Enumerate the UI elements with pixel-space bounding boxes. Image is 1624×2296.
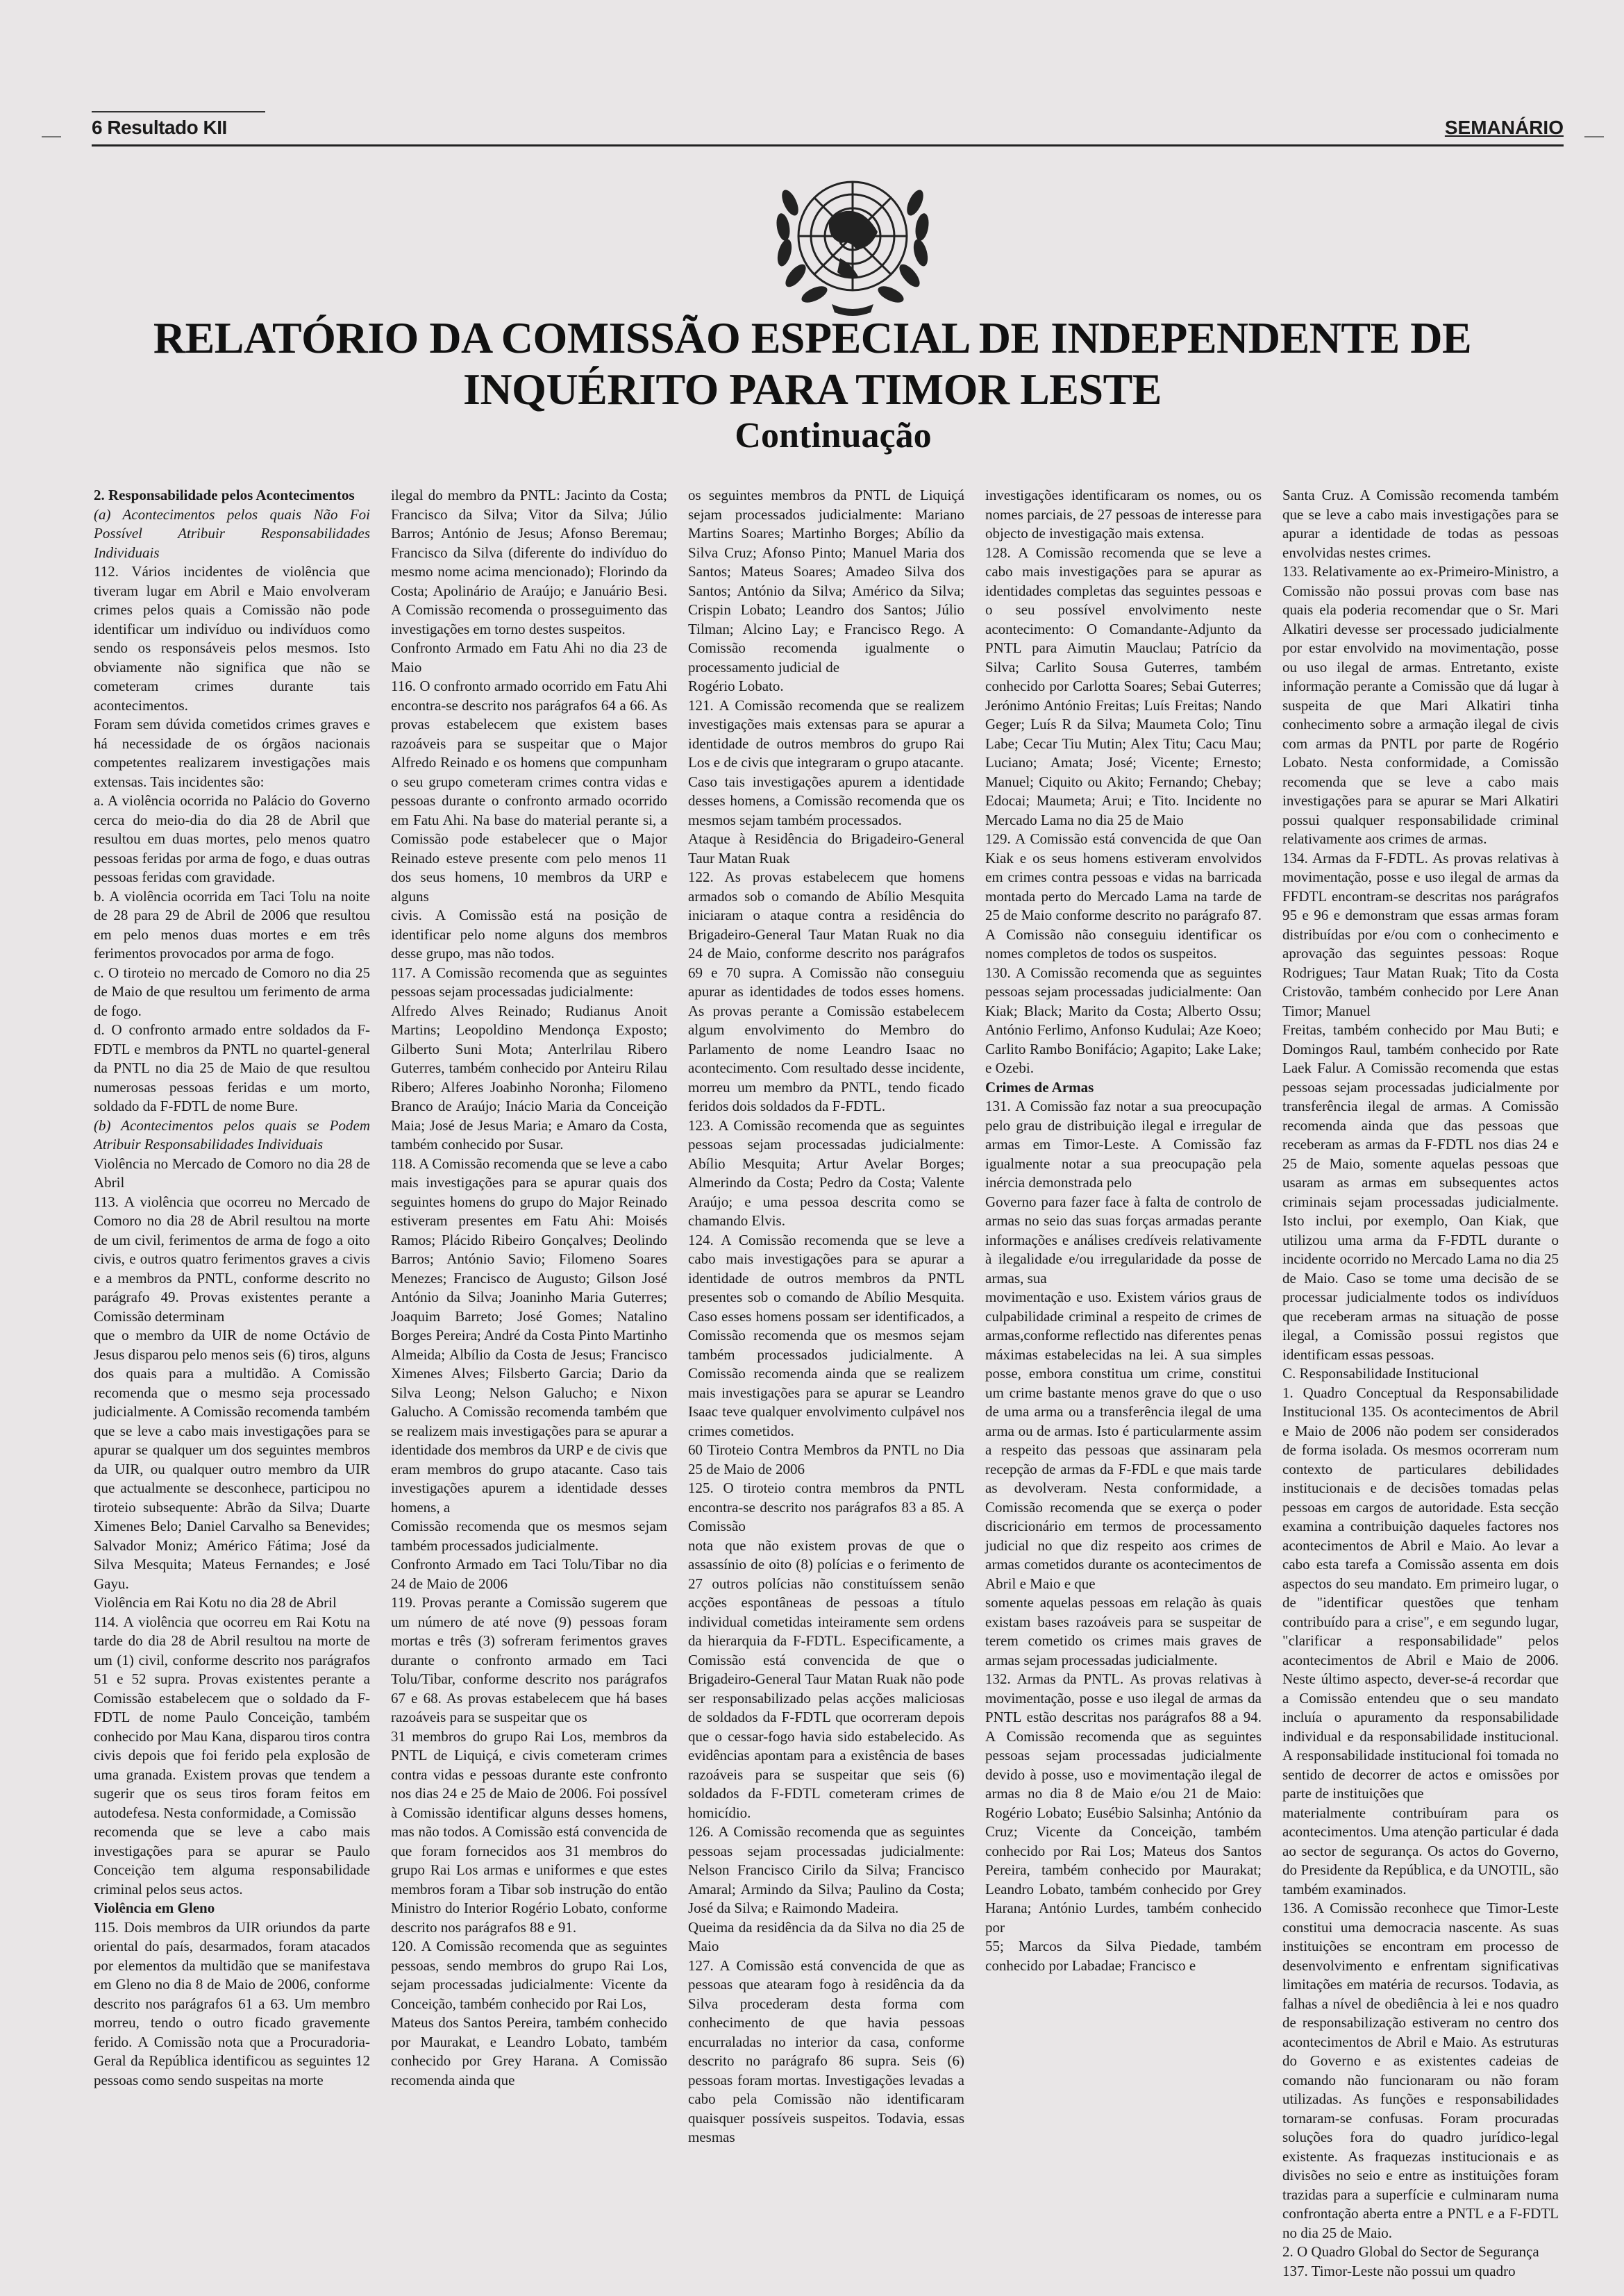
article-paragraph: Confronto Armado em Taci Tolu/Tibar no dia 24 de Maio de 2006 <box>391 1556 667 1592</box>
article-paragraph: C. Responsabilidade Institucional <box>1282 1365 1479 1382</box>
article-paragraph: 2. O Quadro Global do Sector de Segurança <box>1282 2243 1539 2260</box>
article-paragraph: 2. Responsabilidade pelos Acontecimentos <box>94 487 355 503</box>
article-paragraph: 121. A Comissão recomenda que se realizem investigações mais extensas para se apurar a identidade de outros membros do grupo Rai Los e de civis que integraram o grupo atacante. <box>688 696 964 771</box>
article-paragraph: investigações identificaram os nomes, ou os nomes parciais, de 27 pessoas de interesse para objecto de investigação mais extensa. <box>985 487 1262 542</box>
article-paragraph: c. O tiroteio no mercado de Comoro no dia 25 de Maio de que resultou um ferimento de arma de fogo. <box>94 964 370 1019</box>
article-paragraph: Governo para fazer face à falta de controlo de armas no seio das suas forças armadas perante informações e análises credíveis relativamente à ilegalidade e/ou irregularidade da posse de armas, sua <box>985 1193 1262 1287</box>
article-paragraph: a. A violência ocorrida no Palácio do Governo cerca do meio-dia do dia 28 de Abril que resultou em duas mortes, pelo menos quatro pessoas feridas por arma de fogo, e duas outras pessoas feridas com gravidade. <box>94 792 370 885</box>
article-paragraph: 137. Timor-Leste não possui um quadro <box>1282 2262 1516 2279</box>
article-paragraph: 128. A Comissão recomenda que se leve a cabo mais investigações para se apurar as identidades completas das seguintes pessoas e o seu possível envolvimento neste acontecimento: O Comandante-Adjunto da PNTL para Aimutin Mauclau; Patrício da Silva; Carlito Sousa Guterres, também conhecido por Carlotta Soares; Sebai Guterres; Jerónimo António Freitas; Luís Freitas; Nando Geger; Luís R da Silva; Maumeta Colo; Tinu Labe; Cecar Tiu Mutin; Alex Titu; Cacu Mau; Luciano; Amata; José; Vicente; Ernesto; Manuel; Ciquito ou Akito; Fernando; Chebay; Edocai; Maumeta; Arui; e Tito. Incidente no Mercado Lama no dia 25 de Maio <box>985 544 1262 828</box>
article-paragraph: Santa Cruz. A Comissão recomenda também que se leve a cabo mais investigações para se apurar a identidade de todas as pessoas envolvidas nestes crimes. <box>1282 487 1559 561</box>
report-title <box>83 312 1541 415</box>
article-paragraph: 132. Armas da PNTL. As provas relativas à movimentação, posse e uso ilegal de armas da PNTL estão descritas nos parágrafos 88 a 94. A Comissão recomenda que as seguintes pessoas sejam processadas judicialmente devido à posse, uso e movimentação ilegal de armas no dia 8 de Maio e/ou 21 de Maio: Rogério Lobato; Eusébio Salsinha; António da Cruz; Vicente da Conceição, também conhecido por Rai Los; Mateus dos Santos Pereira, também conhecido por Maurakat; Leandro Lobato, também conhecido por Grey Harana; António Lurdes, também conhecido por <box>985 1670 1262 1936</box>
article-paragraph: Freitas, também conhecido por Mau Buti; e Domingos Raul, também conhecido por Rate Laek Falur. A Comissão recomenda que estas pessoas sejam processadas judicialmente por transferência ilegal de armas. A Comissão recomenda ainda que das pessoas que receberam as armas da F-FDTL nos dias 24 e 25 de Maio, somente aquelas pessoas que usaram as armas em subsequentes actos criminais sejam processadas judicialmente. Isto inclui, por exemplo, Oan Kiak, que utilizou uma arma da F-FDTL durante o incidente ocorrido no Mercado Lama no dia 25 de Maio. Caso se tome uma decisão de se processar judicialmente todos os indivíduos que receberam armas na situação de posse ilegal, a Comissão possui registos que identificam essas pessoas. <box>1282 1021 1559 1363</box>
article-paragraph: que o membro da UIR de nome Octávio de Jesus disparou pelo menos seis (6) tiros, alguns dos quais para a multidão. A Comissão recomenda que o mesmo seja processado judicialmente. A Comissão recomenda também que se leve a cabo mais investigações para se apurar se qualquer um dos seguintes membros da UIR, ou qualquer outro membro da UIR que actualmente se desconhece, participou no tiroteio subsequente: Abrão da Silva; Duarte Ximenes Belo; Daniel Carvalho sa Benevides; Salvador Moniz; Américo Fátima; José da Silva Mesquita; Mateus Fernandes; e José Gayu. <box>94 1327 370 1592</box>
article-paragraph: 1. Quadro Conceptual da Responsabilidade Institucional 135. Os acontecimentos de Abril e Maio de 2006 não podem ser considerados de forma isolada. Os mesmos ocorreram num contexto de particulares debilidades institucionais e de decisões tomadas pelas pessoas em cargos de autoridade. Esta secção examina a contribuição daqueles factores nos acontecimentos de Abril e Maio. Ao levar a cabo esta tarefa a Comissão assenta em dois aspectos do seu mandato. Em primeiro lugar, o de "identificar questões que tenham contribuído para a crise", e em segundo lugar, "clarificar a responsabilidade" pelos acontecimentos de Abril e Maio de 2006. Neste último aspecto, dever-se-á recordar que a Comissão entendeu que o seu mandato incluía o apuramento da responsabilidade individual e da responsabilidade institucional. A responsabilidade institucional foi tomada no sentido de decorrer de actos e omissões por parte de instituições que <box>1282 1384 1559 1802</box>
article-paragraph: 119. Provas perante a Comissão sugerem que um número de até nove (9) pessoas foram mortas e três (3) sofreram ferimentos graves durante o confronto armado em Taci Tolu/Tibar, conforme descrito nos parágrafos 67 e 68. As provas estabelecem que há bases razoáveis para se suspeitar que os <box>391 1594 667 1725</box>
article-paragraph: recomenda que se leve a cabo mais investigações para se apurar se Paulo Conceição tem alguma responsabilidade criminal pelos seus actos. <box>94 1823 370 1897</box>
article-paragraph: 31 membros do grupo Rai Los, membros da PNTL de Liquiçá, e civis cometeram crimes contra vidas e pessoas durante este confronto nos dias 24 e 25 de Maio de 2006. Foi possível à Comissão identificar alguns desses homens, mas não todos. A Comissão está convencida de que foram fornecidos aos 31 membros do grupo Rai Los armas e uniformes e que estes membros foram a Tibar sob instrução do então Ministro do Interior Rogério Lobato, conforme descrito nos parágrafos 88 e 91. <box>391 1727 667 1936</box>
article-paragraph: Violência em Rai Kotu no dia 28 de Abril <box>94 1594 337 1611</box>
article-paragraph: Violência no Mercado de Comoro no dia 28 de Abril <box>94 1155 370 1191</box>
page-number-label: 6 Resultado KII <box>92 117 227 138</box>
article-paragraph: 134. Armas da F-FDTL. As provas relativas à movimentação, posse e uso ilegal de armas da FFDTL encontram-se descritas nos parágrafos 95 e 96 e demonstram que essas armas foram distribuídas por e/ou com o conhecimento e aprovação das seguintes pessoas: Roque Rodrigues; Taur Matan Ruak; Tito da Costa Cristovão, também conhecido por Lere Anan Timor; Manuel <box>1282 849 1559 1019</box>
article-column <box>985 486 1262 2263</box>
un-emblem-icon <box>762 161 943 319</box>
article-paragraph: (b) Acontecimentos pelos quais se Podem Atribuir Responsabilidades Individuais <box>94 1116 370 1153</box>
article-paragraph: movimentação e uso. Existem vários graus de culpabilidade criminal a respeito de crimes de armas,conforme reflectido nas diferentes penas máximas estabelecidas na lei. A sua simples posse, embora constitua um crime, constitui um crime bastante menos grave do que o uso de uma arma ou a transferência ilegal de uma arma ou de armas. Isto é particularmente assim a respeito das pessoas que assinaram pela recepção de armas da F-FDL e que mais tarde as devolveram. Nesta conformidade, a Comissão recomenda que se exerça o poder discricionário em termos de processamento judicial no que diz respeito aos crimes de armas cometidos durante os acontecimentos de Abril e Maio e que <box>985 1289 1262 1592</box>
report-title-line: INQUÉRITO PARA TIMOR LESTE <box>463 364 1162 414</box>
publication-name: SEMANÁRIO <box>1444 117 1564 138</box>
article-columns <box>94 486 1559 2279</box>
article-paragraph: 113. A violência que ocorreu no Mercado de Comoro no dia 28 de Abril resultou na morte de um civil, ferimentos de arma de fogo a oito civis, e outros quatro ferimentos graves a civis e a membros da PNTL, conforme descrito no parágrafo 49. Provas existentes perante a Comissão determinam <box>94 1193 370 1325</box>
article-paragraph: 136. A Comissão reconhece que Timor-Leste constitui uma democracia nascente. As suas instituições se encontram em processo de desenvolvimento e enfrentam significativas limitações em matéria de recursos. Todavia, as falhas a nível de obediência à lei e nos quadro de responsabilização estiveram no centro dos acontecimentos de Abril e Maio. As estruturas do Governo e as existentes cadeias de comando não funcionaram ou não foram utilizadas. As funções e responsabilidades tornaram-se confusas. Foram procuradas soluções fora do quadro jurídico-legal existente. As fraquezas institucionais e as divisões no seio e entre as instituições foram trazidas para a superfície e culminaram numa confrontação aberta entre a PNTL e a F-FDTL no dia 25 de Maio. <box>1282 1900 1559 2241</box>
article-paragraph: 115. Dois membros da UIR oriundos da parte oriental do país, desarmados, foram atacados por elementos da multidão que se manifestava em Gleno no dia 8 de Maio de 2006, conforme descrito nos parágrafos 61 a 63. Um membro morreu, tendo o outro ficado gravemente ferido. A Comissão nota que a Procuradoria-Geral da República identificou as seguintes 12 pessoas como sendo suspeitas na morte <box>94 1918 370 2088</box>
article-paragraph: Crimes de Armas <box>985 1078 1094 1096</box>
article-paragraph: 116. O confronto armado ocorrido em Fatu Ahi encontra-se descrito nos parágrafos 64 a 66. As provas estabelecem que existem bases razoáveis para se suspeitar que o Major Alfredo Reinado e os homens que compunham o seu grupo cometeram crimes contra vidas e pessoas durante o confronto armado ocorrido em Fatu Ahi. Na base do material perante si, a Comissão pode estabelecer que o Major Reinado esteve presente com pelo menos 11 dos seus homens, 10 membros da URP e alguns <box>391 678 667 905</box>
article-paragraph: 112. Vários incidentes de violência que tiveram lugar em Abril e Maio envolveram crimes pelos quais a Comissão não pode identificar um indivíduo ou indivíduos como sendo os responsáveis pelos mesmos. Isto obviamente não significa que não se cometeram crimes durante tais acontecimentos. <box>94 563 370 714</box>
article-paragraph: 127. A Comissão está convencida de que as pessoas que atearam fogo à residência da da Silva procederam desta forma com conhecimento de que havia pessoas encurraladas no interior da casa, conforme descrito no parágrafo 86 supra. Seis (6) pessoas foram mortas. Investigações levadas a cabo pela Comissão não identificaram quaisquer possíveis suspeitos. Todavia, essas mesmas <box>688 1956 964 2145</box>
article-paragraph: Rogério Lobato. <box>688 678 784 694</box>
article-paragraph: 120. A Comissão recomenda que as seguintes pessoas, sendo membros do grupo Rai Los, sejam processadas judicialmente: Vicente da Conceição, também conhecido por Rai Los, <box>391 1938 667 2012</box>
article-paragraph: 55; Marcos da Silva Piedade, também conhecido por Labadae; Francisco e <box>985 1938 1262 1974</box>
article-column <box>391 486 667 2263</box>
article-paragraph: 114. A violência que ocorreu em Rai Kotu na tarde do dia 28 de Abril resultou na morte de um (1) civil, conforme descrito nos parágrafos 51 e 52 supra. Provas existentes perante a Comissão estabelecem que o soldado da F-FDTL de nome Paulo Conceição, também conhecido por Mau Kana, disparou tiros contra civis depois que foi ferido pela explosão de uma granada. Existem provas que tendem a sugerir que os seus tiros foram feitos em autodefesa. Nesta conformidade, a Comissão <box>94 1613 370 1821</box>
crop-mark <box>42 136 61 137</box>
article-paragraph: materialmente contribuíram para os acontecimentos. Uma atenção particular é dada ao sector de segurança. Os actos do Governo, do Presidente da República, e da UNOTIL, são também examinados. <box>1282 1804 1559 1897</box>
crop-mark <box>1584 136 1604 137</box>
article-paragraph: civis. A Comissão está na posição de identificar pelo nome alguns dos membros desse grupo, mas não todos. <box>391 907 667 962</box>
article-column <box>688 486 964 2263</box>
article-paragraph: 129. A Comissão está convencida de que Oan Kiak e os seus homens estiveram envolvidos em crimes contra pessoas e vidas na barricada montada perto do Mercado Lama na tarde de 25 de Maio conforme descrito no parágrafo 87. A Comissão não conseguiu identificar os nomes completos de todos os suspeitos. <box>985 830 1262 962</box>
header-rule <box>92 111 265 112</box>
article-paragraph: 122. As provas estabelecem que homens armados sob o comando de Abílio Mesquita iniciaram o ataque contra a residência do Brigadeiro-General Taur Matan Ruak no dia 24 de Maio, conforme descrito nos parágrafos 69 e 70 supra. A Comissão não conseguiu apurar as identidades de todos esses homens. As provas perante a Comissão estabelecem algum envolvimento do Membro do Parlamento de nome Leandro Isaac no acontecimento. Com resultado desse incidente, morreu um membro da PNTL, tendo ficado feridos dois soldados da F-FDTL. <box>688 869 964 1114</box>
article-paragraph: Queima da residência da da Silva no dia 25 de Maio <box>688 1918 964 1954</box>
article-paragraph: 131. A Comissão faz notar a sua preocupação pelo grau de distribuição ilegal e irregular de armas em Timor-Leste. A Comissão faz igualmente notar a sua preocupação pela inércia demonstrada pelo <box>985 1098 1262 1191</box>
article-paragraph: 123. A Comissão recomenda que as seguintes pessoas sejam processadas judicialmente: Abílio Mesquita; Artur Avelar Borges; Almerindo da Costa; Pedro da Costa; Valente Araújo; e uma pessoa descrita como se chamando Elvis. <box>688 1116 964 1229</box>
article-paragraph: Foram sem dúvida cometidos crimes graves e há necessidade de os órgãos nacionais competentes realizarem investigações mais extensas. Tais incidentes são: <box>94 716 370 790</box>
article-paragraph: nota que não existem provas de que o assassínio de oito (8) polícias e o ferimento de 27 outros polícias não constituíssem senão acções espontâneas de pessoas a título individual cometidas inteiramente sem ordens da hierarquia da F-FDTL. Especificamente, a Comissão está convencida de que o Brigadeiro-General Taur Matan Ruak não pode ser responsabilizado pelas acções maliciosas de soldados da F-FDTL que ocorreram depois que o cessar-fogo havia sido estabelecido. As evidências apontam para a existência de bases razoáveis para se suspeitar que seis (6) soldados da F-FDTL cometeram crimes de homicídio. <box>688 1536 964 1821</box>
article-paragraph: Violência em Gleno <box>94 1900 215 1916</box>
article-paragraph: ilegal do membro da PNTL: Jacinto da Costa; Francisco da Silva; Vitor da Silva; Júlio Barros; António de Jesus; Afonso Beremau; Francisco da Silva (diferente do indivíduo do mesmo nome acima mencionado); Florindo da Costa; Apolinário de Araújo; e Januário Besi. A Comissão recomenda o prosseguimento das investigações em torno destes suspeitos. <box>391 487 667 637</box>
article-paragraph: 130. A Comissão recomenda que as seguintes pessoas sejam processadas judicialmente: Oan Kiak; Black; Marito da Costa; Alberto Ossu; António Ferlimo, Anfonso Kudulai; Aze Koeo; Carlito Rambo Bonifácio; Agapito; Lake Lake; e Ozebi. <box>985 964 1262 1076</box>
article-paragraph: (a) Acontecimentos pelos quais Não Foi Possível Atribuir Responsabilidades Individuais <box>94 505 370 561</box>
report-subtitle: Continuação <box>735 416 932 455</box>
article-paragraph: somente aquelas pessoas em relação às quais existam bases razoáveis para se suspeitar de terem cometido os crimes mais graves de armas sejam processadas judicialmente. <box>985 1594 1262 1668</box>
article-paragraph: 124. A Comissão recomenda que se leve a cabo mais investigações para se apurar a identidade de outros membros da PNTL presentes sob o comando de Abílio Mesquita. Caso esses homens possam ser identificados, a Comissão recomenda que os mesmos sejam também processados judicialmente. A Comissão recomenda ainda que se realizem mais investigações para se apurar se Leandro Isaac teve qualquer envolvimento culpável nos crimes cometidos. <box>688 1231 964 1439</box>
article-paragraph: Comissão recomenda que os mesmos sejam também processados judicialmente. <box>391 1518 667 1554</box>
article-paragraph: 126. A Comissão recomenda que as seguintes pessoas sejam processadas judicialmente: Nelson Francisco Cirilo da Silva; Francisco Amaral; Armindo da Silva; Paulino da Costa; José da Silva; e Raimondo Madeira. <box>688 1823 964 1916</box>
article-paragraph: Mateus dos Santos Pereira, também conhecido por Maurakat, e Leandro Lobato, também conhecido por Grey Harana. A Comissão recomenda ainda que <box>391 2014 667 2088</box>
article-paragraph: Ataque à Residência do Brigadeiro-General Taur Matan Ruak <box>688 830 964 866</box>
article-paragraph: d. O confronto armado entre soldados da F-FDTL e membros da PNTL no quartel-general da PNTL no dia 25 de Maio de que resultou numerosas pessoas feridas e um morto, soldado da F-FDTL de nome Bure. <box>94 1021 370 1114</box>
article-paragraph: 60 Tiroteio Contra Membros da PNTL no Dia 25 de Maio de 2006 <box>688 1441 964 1477</box>
page-header <box>92 117 1564 146</box>
article-paragraph: os seguintes membros da PNTL de Liquiçá sejam processados judicialmente: Mariano Martins Soares; Martinho Borges; Abílio da Silva Cruz; Afonso Pinto; Manuel Maria dos Santos; Mateus Soares; Amadeo Silva dos Santos; António da Silva; Américo da Silva; Crispin Lobato; Leandro dos Santos; Júlio Tilman; Alcino Lay; e Francisco Rego. A Comissão recomenda igualmente o processamento judicial de <box>688 487 964 676</box>
article-paragraph: 118. A Comissão recomenda que se leve a cabo mais investigações para se apurar quais dos seguintes homens do grupo do Major Reinado estiveram presentes em Fatu Ahi: Moisés Ramos; Plácido Ribeiro Gonçalves; Deolindo Barros; António Savio; Filomeno Soares Menezes; Francisco de Augusto; Gilson José António da Silva; Joaninho Maria Guterres; Joaquim Barreto; José Gomes; Natalino Borges Pereira; André da Costa Pinto Martinho Almeida; Albílio da Costa de Jesus; Francisco Ximenes Alves; Filsberto Garcia; Dario da Silva Leong; Nelson Galucho; e Nixon Galucho. A Comissão recomenda também que se realizem mais investigações para se apurar a identidade dos membros da URP e de civis que eram membros do grupo atacante. Caso tais investigações apurem a identidade desses homens, a <box>391 1155 667 1516</box>
article-paragraph: b. A violência ocorrida em Taci Tolu na noite de 28 para 29 de Abril de 2006 que resultou em pelo menos duas mortes e em três ferimentos provocados por arma de fogo. <box>94 887 370 962</box>
article-paragraph: Confronto Armado em Fatu Ahi no dia 23 de Maio <box>391 639 667 676</box>
article-paragraph: Caso tais investigações apurem a identidade desses homens, a Comissão recomenda que os mesmos sejam também processados. <box>688 773 964 828</box>
report-title-line: RELATÓRIO DA COMISSÃO ESPECIAL DE INDEPENDENTE DE <box>153 313 1472 362</box>
article-paragraph: 133. Relativamente ao ex-Primeiro-Ministro, a Comissão não possui provas com base nas quais ela poderia recomendar que o Sr. Mari Alkatiri devesse ser processado judicialmente por estar envolvido na movimentação, posse ou uso ilegal de armas. Entretanto, existe informação perante a Comissão que dá lugar à suspeita de que Mari Alkatiri tinha conhecimento sobre a armação ilegal de civis com armas da PNTL por parte de Rogério Lobato. Nesta conformidade, a Comissão recomenda que se leve a cabo mais investigações para se apurar se Mari Alkatiri possui qualquer responsabilidade criminal relativamente aos crimes de armas. <box>1282 563 1559 847</box>
article-paragraph: 117. A Comissão recomenda que as seguintes pessoas sejam processadas judicialmente: <box>391 964 667 1000</box>
article-paragraph: Alfredo Alves Reinado; Rudianus Anoit Martins; Leopoldino Mendonça Exposto; Gilberto Suni Mota; Anterlrilau Ribero Guterres, também conhecido por Anteiru Rilau Ribero; Alferes Joabinho Noronha; Filomeno Branco de Araújo; Inácio Maria da Conceição Maia; José de Jesus Maria; e Amaro da Costa, também conhecido por Susar. <box>391 1002 667 1153</box>
article-paragraph: 125. O tiroteio contra membros da PNTL encontra-se descrito nos parágrafos 83 a 85. A Comissão <box>688 1480 964 1534</box>
article-column <box>94 486 370 2263</box>
article-column <box>1282 486 1559 2279</box>
